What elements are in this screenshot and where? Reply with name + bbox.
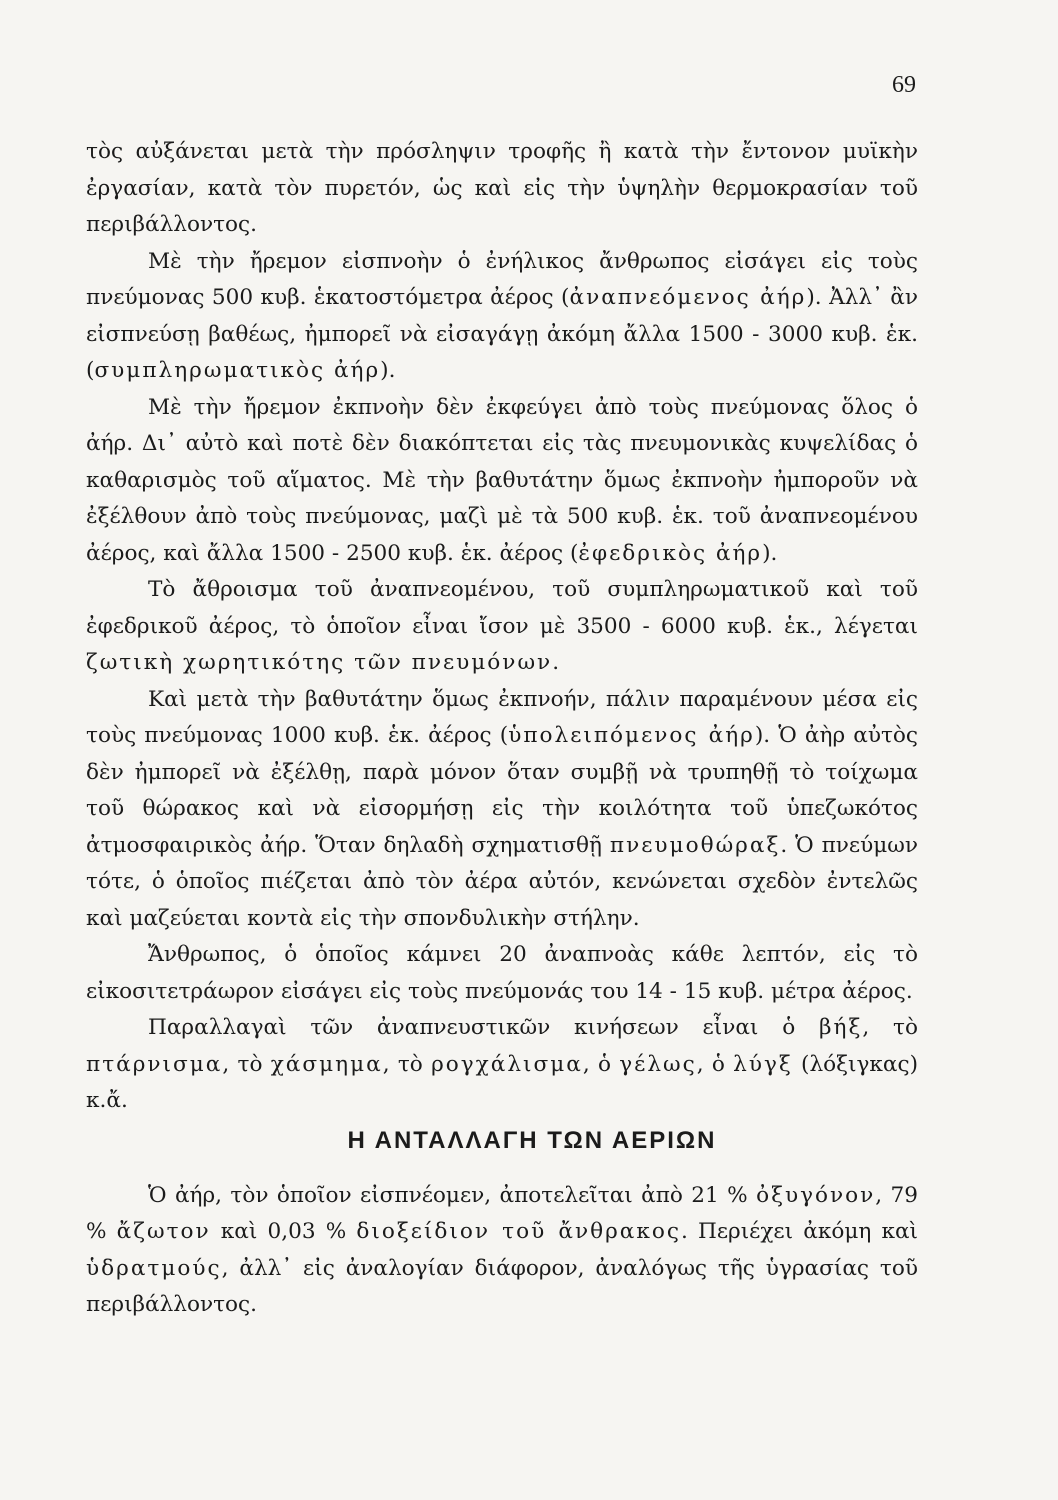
paragraph-4-text-b: . [552, 650, 560, 675]
paragraph-6 [86, 937, 918, 1010]
page-number: 69 [892, 72, 916, 98]
paragraph-4-text-a: Τὸ ἄθροισμα τοῦ ἀναπνεομένου, τοῦ συμπληρωματικοῦ καὶ τοῦ ἐφεδρικοῦ ἀέρος, τὸ ὁποῖον εἶναι ἴσον μὲ 3500 - 6000 κυβ. ἑκ., λέγεται [86, 577, 918, 639]
paragraph-3 [86, 390, 918, 573]
section-paragraph-text-a: Ὁ ἀήρ, τὸν ὁποῖον εἰσπνέομεν, ἀποτελεῖται ἀπὸ 21 % [148, 1182, 757, 1208]
term-oxygen: ὀξυγόνον [756, 1182, 876, 1208]
paragraph-6-text: Ἄνθρωπος, ὁ ὁποῖος κάμνει 20 ἀναπνοὰς κάθε λεπτόν, εἰς τὸ εἰκοσιτετράωρον εἰσάγει εἰς τοὺς πνεύμονάς του 14 - 15 κυβ. μέτρα ἀέρος. [86, 942, 918, 1004]
paragraph-3-text-a: Μὲ τὴν ἤρεμον ἐκπνοὴν δὲν ἐκφεύγει ἀπὸ τοὺς πνεύμονας ὅλος ὁ ἀήρ. Δι᾿ αὐτὸ καὶ ποτὲ δὲν διακόπτεται εἰς τὰς πνευμονικὰς κυψελίδας ὁ καθαρισμὸς τοῦ αἵματος. Μὲ τὴν βαθυτάτην ὅμως ἐκπνοὴν ἠμποροῦν νὰ ἐξέλθουν ἀπὸ τοὺς πνεύμονας, μαζὶ μὲ τὰ 500 κυβ. ἑκ. τοῦ ἀναπνεομένου ἀέρος, καὶ ἄλλα 1500 - 2500 κυβ. ἑκ. ἀέρος ( [86, 394, 918, 566]
paragraph-5 [86, 682, 918, 938]
term-vital-capacity: ζωτικὴ χωρητικότης τῶν πνευμόνων [86, 650, 553, 675]
paragraph-3-text-b: ). [762, 540, 778, 566]
term-sneeze: πτάρνισμα [86, 1051, 223, 1077]
paragraph-7-sep-1: , τὸ [862, 1015, 918, 1040]
term-water-vapor: ὑδρατμούς [86, 1255, 222, 1281]
body-text [86, 134, 918, 1324]
paragraph-5-text-c: . Ὁ πνεύμων τότε, ὁ ὁποῖος πιέζεται ἀπὸ τὸν ἀέρα αὐτόν, κενώνεται σχεδὸν ἐντελῶς καὶ μαζεύεται κοντὰ εἰς τὴν σπονδυλικὴν στήλην. [86, 832, 918, 931]
section-paragraph-text-e: , ἀλλ᾿ εἰς ἀναλογίαν διάφορον, ἀναλόγως τῆς ὑγρασίας τοῦ περιβάλλοντος. [86, 1255, 918, 1317]
paragraph-2 [86, 244, 918, 390]
term-residual-air: ὑπολειπόμενος ἀήρ [508, 723, 755, 748]
term-pneumothorax: πνευμοθώραξ [609, 832, 781, 858]
section-paragraph-text-d: . Περιέχει ἀκόμη καὶ [680, 1219, 918, 1244]
term-carbon-dioxide: διοξείδιον τοῦ ἄνθρακος [356, 1219, 681, 1244]
paragraph-1-text: τὸς αὐξάνεται μετὰ τὴν πρόσληψιν τροφῆς ἢ κατὰ τὴν ἔντονον μυϊκὴν ἐργασίαν, κατὰ τὸν πυρετόν, ὡς καὶ εἰς τὴν ὑψηλὴν θερμοκρασίαν τοῦ περιβάλλοντος. [86, 139, 918, 237]
paragraph-7-text-end: (λόξιγκας) κ.ἄ. [86, 1051, 919, 1113]
paragraph-2-text-b: ). Ἀλλ᾿ ἂν εἰσπνεύσῃ βαθέως, ἠμπορεῖ νὰ εἰσαγάγῃ ἀκόμη ἄλλα 1500 - 3000 κυβ. ἑκ. ( [86, 285, 918, 383]
paragraph-7-text-a: Παραλλαγαὶ τῶν ἀναπνευστικῶν κινήσεων εἶναι ὁ [148, 1015, 820, 1040]
paragraph-4 [86, 572, 918, 682]
paragraph-7 [86, 1010, 918, 1120]
paragraph-7-sep-4: , ὁ [582, 1051, 620, 1077]
section-paragraph-text-b: , 79 % [86, 1182, 918, 1244]
section-heading: Η ΑΝΤΑΛΛΑΓΗ ΤΩΝ ΑΕΡΙΩΝ [347, 1126, 717, 1154]
term-cough: βήξ [819, 1015, 863, 1040]
paragraph-5-text-a: Καὶ μετὰ τὴν βαθυτάτην ὅμως ἐκπνοήν, πάλιν παραμένουν μέσα εἰς τοὺς πνεύμονας 1000 κυβ. ἑκ. ἀέρος ( [86, 686, 918, 748]
term-laughter: γέλως [619, 1051, 697, 1077]
paragraph-7-sep-2: , τὸ [222, 1051, 271, 1077]
paragraph-7-sep-3: , τὸ [382, 1051, 432, 1077]
section-paragraph-text-c: καὶ 0,03 % [210, 1219, 357, 1244]
term-nitrogen: ἄζωτον [116, 1219, 211, 1244]
paragraph-7-sep-5: , ὁ [696, 1051, 734, 1077]
paragraph-2-text-c: ). [380, 358, 396, 383]
paragraph-2-text-a: Μὲ τὴν ἤρεμον εἰσπνοὴν ὁ ἐνήλικος ἄνθρωπος εἰσάγει εἰς τοὺς πνεύμονας 500 κυβ. ἑκατοστόμετρα ἀέρος ( [86, 248, 918, 310]
paragraph-1 [86, 134, 918, 244]
paragraph-5-text-b: ). Ὁ ἀὴρ αὐτὸς δὲν ἠμπορεῖ νὰ ἐξέλθῃ, παρὰ μόνον ὅταν συμβῇ νὰ τρυπηθῇ τὸ τοίχωμα τοῦ θώρακος καὶ νὰ εἰσορμήσῃ εἰς τὴν κοιλότητα τοῦ ὑπεζωκότος ἀτμοσφαιρικὸς ἀήρ. Ὅταν δηλαδὴ σχηματισθῇ [86, 723, 919, 858]
term-hiccup: λύγξ [733, 1051, 793, 1077]
term-complemental-air: συμπληρωματικὸς ἀήρ [94, 358, 381, 383]
term-yawn: χάσμημα [270, 1051, 383, 1077]
term-reserve-air: ἐφεδρικὸς ἀήρ [578, 540, 763, 566]
term-snore: ρογχάλισμα [431, 1051, 583, 1077]
section-paragraph-1 [86, 1178, 918, 1324]
term-tidal-air: ἀναπνεόμενος ἀήρ [569, 285, 807, 310]
